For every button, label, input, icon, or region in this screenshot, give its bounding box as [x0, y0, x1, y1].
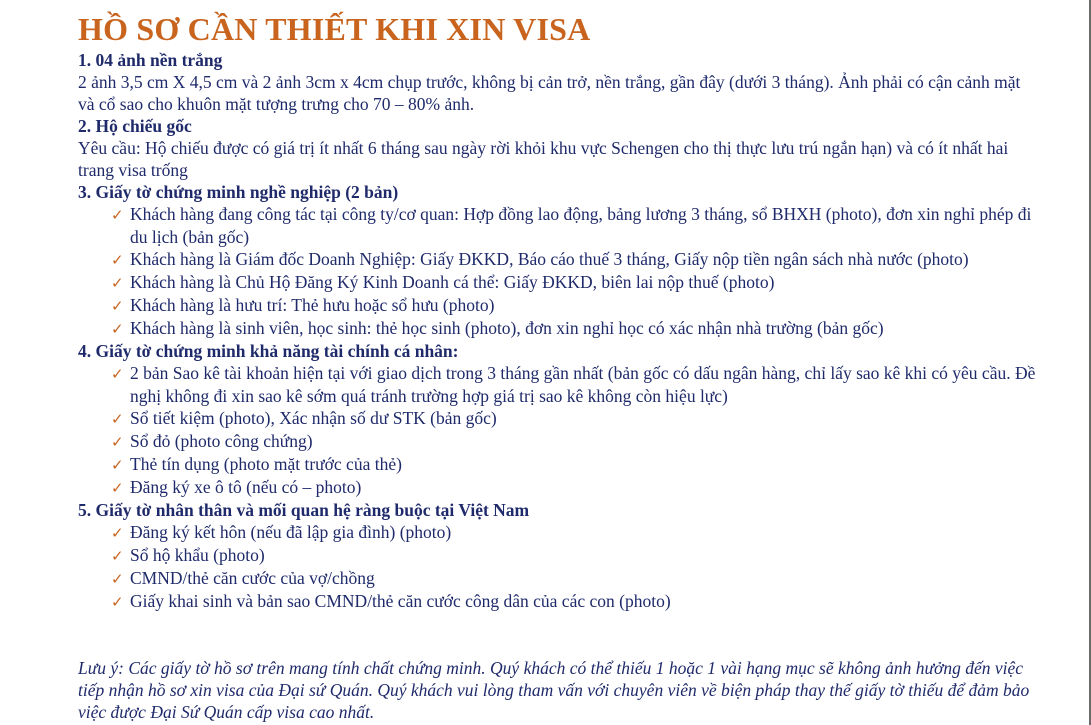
section-photos [78, 49, 1038, 115]
list-item [78, 294, 1038, 317]
document-content [78, 9, 1038, 613]
checkmark-icon: ✓ [111, 456, 124, 474]
checkmark-icon: ✓ [111, 320, 124, 338]
list-item [78, 203, 1038, 248]
list-item-text: Khách hàng là hưu trí: Thẻ hưu hoặc sổ hưu (photo) [130, 295, 495, 315]
section-finance [78, 340, 1038, 499]
list-item [78, 590, 1038, 613]
list-item [78, 407, 1038, 430]
list-item [78, 476, 1038, 499]
list-item-text: Khách hàng đang công tác tại công ty/cơ quan: Hợp đồng lao động, bảng lương 3 tháng, sổ BHXH (photo), đơn xin nghỉ phép đi du lịch (bản gốc) [130, 204, 1032, 247]
footnote: Lưu ý: Các giấy tờ hồ sơ trên mang tính chất chứng minh. Quý khách có thể thiếu 1 hoặc 1 vài hạng mục sẽ không ảnh hưởng đến việc tiếp nhận hồ sơ xin visa của Đại sứ Quán. Quý khách vui lòng tham vấn với chuyên viên về biện pháp thay thế giấy tờ thiếu để đảm bảo việc được Đại Sứ Quán cấp visa cao nhất. [78, 658, 1030, 722]
checkmark-icon: ✓ [111, 251, 124, 269]
section-passport [78, 115, 1038, 181]
checkmark-icon: ✓ [111, 410, 124, 428]
section-personal-ties [78, 499, 1038, 613]
list-item [78, 248, 1038, 271]
section-heading: 3. Giấy tờ chứng minh nghề nghiệp (2 bản) [78, 182, 399, 202]
list-item-text: Khách hàng là Giám đốc Doanh Nghiệp: Giấy ĐKKD, Báo cáo thuế 3 tháng, Giấy nộp tiền ngân sách nhà nước (photo) [130, 249, 969, 269]
list-item-text: CMND/thẻ căn cước của vợ/chồng [130, 568, 375, 588]
checkmark-icon: ✓ [111, 274, 124, 292]
list-item-text: Đăng ký kết hôn (nếu đã lập gia đình) (photo) [130, 522, 452, 542]
list-item-text: Khách hàng là sinh viên, học sinh: thẻ học sinh (photo), đơn xin nghỉ học có xác nhận nhà trường (bản gốc) [130, 318, 884, 338]
list-item [78, 453, 1038, 476]
checkmark-icon: ✓ [111, 479, 124, 497]
section-heading: 5. Giấy tờ nhân thân và mối quan hệ ràng buộc tại Việt Nam [78, 500, 530, 520]
checklist [78, 203, 1038, 340]
checkmark-icon: ✓ [111, 547, 124, 565]
list-item [78, 271, 1038, 294]
section-heading: 1. 04 ảnh nền trắng [78, 50, 223, 70]
list-item [78, 521, 1038, 544]
checkmark-icon: ✓ [111, 524, 124, 542]
list-item-text: 2 bản Sao kê tài khoản hiện tại với giao dịch trong 3 tháng gần nhất (bản gốc có dấu ngân hàng, chỉ lấy sao kê khi có yêu cầu. Đề nghị không đi xin sao kê sớm quá tránh trường hợp giá trị sao kê không còn hiệu lực) [130, 363, 1036, 406]
list-item-text: Sổ tiết kiệm (photo), Xác nhận số dư STK (bản gốc) [130, 408, 497, 428]
list-item-text: Khách hàng là Chủ Hộ Đăng Ký Kinh Doanh cá thể: Giấy ĐKKD, biên lai nộp thuế (photo) [130, 272, 775, 292]
section-text: Yêu cầu: Hộ chiếu được có giá trị ít nhất 6 tháng sau ngày rời khỏi khu vực Schengen cho thị thực lưu trú ngắn hạn) và có ít nhất hai trang visa trống [78, 138, 1009, 180]
checklist [78, 362, 1038, 499]
checkmark-icon: ✓ [111, 570, 124, 588]
checkmark-icon: ✓ [111, 365, 124, 383]
section-occupation [78, 181, 1038, 340]
checkmark-icon: ✓ [111, 297, 124, 315]
list-item-text: Thẻ tín dụng (photo mặt trước của thẻ) [130, 454, 402, 474]
list-item-text: Đăng ký xe ô tô (nếu có – photo) [130, 477, 362, 497]
list-item-text: Sổ hộ khẩu (photo) [130, 545, 265, 565]
list-item [78, 567, 1038, 590]
section-heading: 4. Giấy tờ chứng minh khả năng tài chính cá nhân: [78, 341, 459, 361]
list-item [78, 430, 1038, 453]
list-item [78, 544, 1038, 567]
page-title: HỒ SƠ CẦN THIẾT KHI XIN VISA [78, 11, 591, 47]
checkmark-icon: ✓ [111, 433, 124, 451]
list-item-text: Sổ đỏ (photo công chứng) [130, 431, 313, 451]
section-text: 2 ảnh 3,5 cm X 4,5 cm và 2 ảnh 3cm x 4cm chụp trước, không bị cản trở, nền trắng, gần đây (dưới 3 tháng). Ảnh phải có cận cảnh mặt và cổ sao cho khuôn mặt tượng trưng cho 70 – 80% ảnh. [78, 72, 1021, 114]
section-heading: 2. Hộ chiếu gốc [78, 116, 192, 136]
list-item [78, 362, 1038, 407]
checkmark-icon: ✓ [111, 593, 124, 611]
list-item [78, 317, 1038, 340]
list-item-text: Giấy khai sinh và bản sao CMND/thẻ căn cước công dân của các con (photo) [130, 591, 671, 611]
checklist [78, 521, 1038, 613]
checkmark-icon: ✓ [111, 206, 124, 224]
